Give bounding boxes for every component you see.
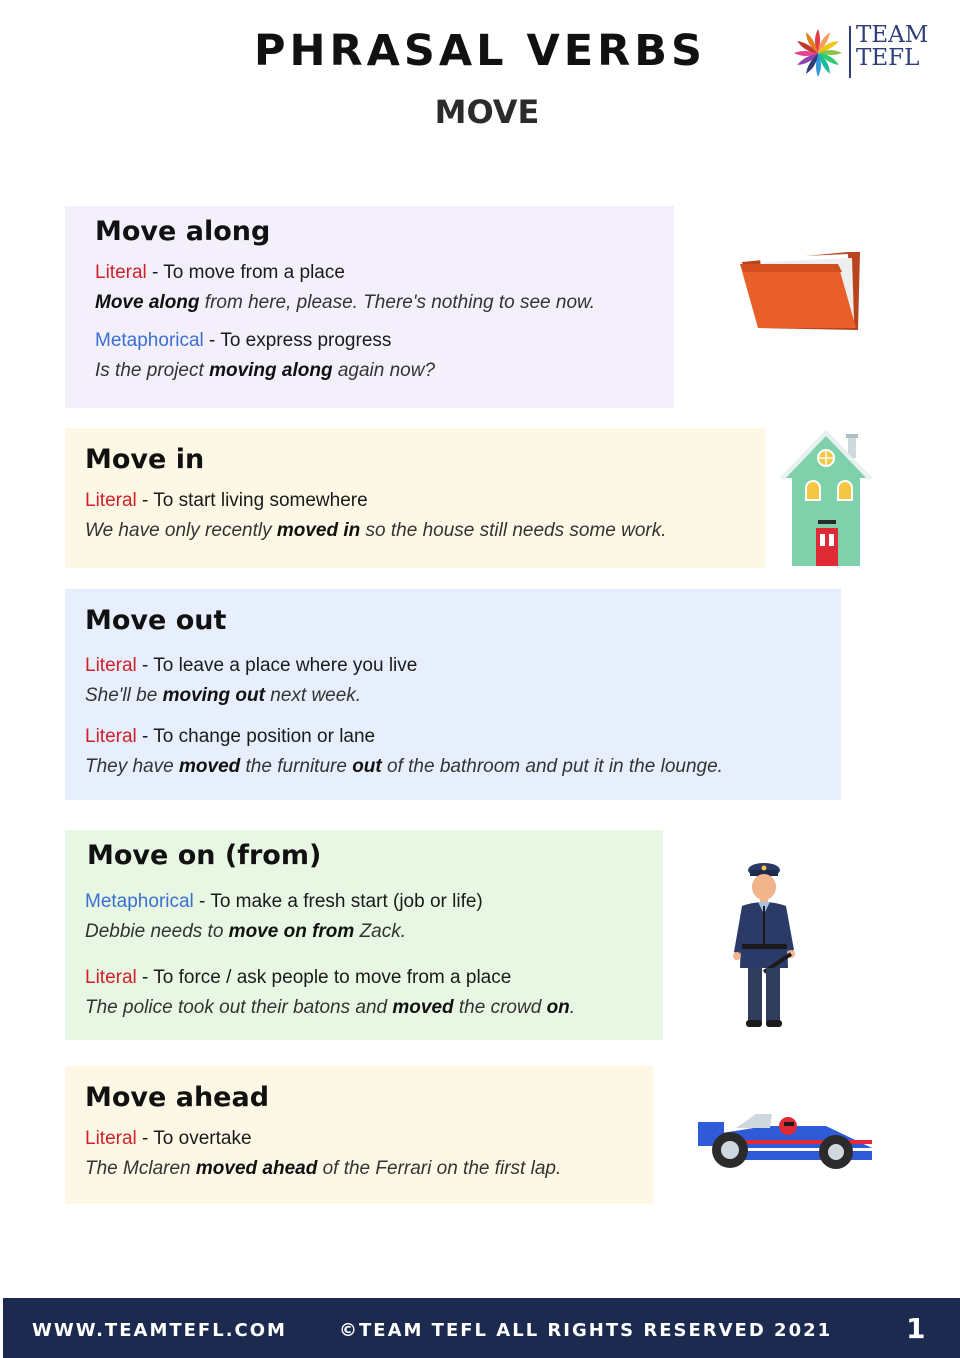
sense-type: Metaphorical bbox=[85, 891, 194, 912]
sense-text: - To change position or lane bbox=[136, 726, 376, 747]
example-bold: Move along bbox=[95, 292, 200, 313]
logo-line-1: TEAM bbox=[856, 22, 929, 48]
example-pre: She'll be bbox=[85, 685, 163, 706]
sense-definition bbox=[85, 655, 417, 677]
sense-definition bbox=[85, 726, 375, 748]
card-heading: Move ahead bbox=[85, 1082, 270, 1113]
example-pre: The police took out their batons and bbox=[85, 997, 393, 1018]
sense-type: Literal bbox=[85, 726, 137, 747]
sense-example bbox=[95, 292, 595, 314]
example-bold: moved in bbox=[276, 520, 361, 541]
police-officer-icon bbox=[730, 860, 800, 1030]
card-heading: Move along bbox=[95, 216, 271, 247]
sense-example bbox=[85, 921, 406, 943]
logo-divider bbox=[849, 26, 851, 78]
example-post: . bbox=[569, 997, 576, 1018]
card-heading: Move in bbox=[85, 444, 205, 475]
sense-definition bbox=[85, 891, 483, 913]
flower-logo-icon bbox=[792, 26, 844, 80]
page-number: 1 bbox=[906, 1312, 928, 1345]
page-subtitle: MOVE bbox=[434, 93, 540, 131]
sense-type: Literal bbox=[85, 1128, 137, 1149]
example-mid: the crowd bbox=[453, 997, 547, 1018]
sense-example bbox=[85, 685, 361, 707]
example-pre: We have only recently bbox=[85, 520, 277, 541]
sense-text: - To make a fresh start (job or life) bbox=[193, 891, 483, 912]
example-post: again now? bbox=[332, 360, 436, 381]
example-post: Zack. bbox=[354, 921, 407, 942]
footer-bar bbox=[3, 1298, 960, 1358]
house-icon bbox=[778, 428, 874, 568]
sense-definition bbox=[95, 330, 391, 352]
sense-text: - To start living somewhere bbox=[136, 490, 368, 511]
sense-text: - To overtake bbox=[136, 1128, 252, 1149]
sense-definition bbox=[85, 490, 368, 512]
example-post: next week. bbox=[264, 685, 362, 706]
sense-text: - To leave a place where you live bbox=[136, 655, 418, 676]
sense-example bbox=[85, 1158, 561, 1180]
sense-type: Metaphorical bbox=[95, 330, 204, 351]
example-pre: The Mclaren bbox=[85, 1158, 196, 1179]
example-pre: Is the project bbox=[95, 360, 210, 381]
example-pre: They have bbox=[85, 756, 179, 777]
example-post: of the bathroom and put it in the lounge. bbox=[381, 756, 723, 777]
example-bold-2: out bbox=[352, 756, 382, 777]
footer-copyright: ©TEAM TEFL ALL RIGHTS RESERVED 2021 bbox=[339, 1320, 833, 1341]
logo-line-2: TEFL bbox=[856, 45, 920, 71]
logo-text bbox=[856, 24, 928, 70]
sense-definition bbox=[85, 967, 511, 989]
page-title: PHRASAL VERBS bbox=[253, 26, 707, 76]
example-bold: moving along bbox=[209, 360, 333, 381]
example-bold: move on from bbox=[228, 921, 355, 942]
sense-definition bbox=[95, 262, 345, 284]
card-move-on-from bbox=[65, 830, 663, 1040]
sense-type: Literal bbox=[85, 490, 137, 511]
sense-text: - To express progress bbox=[203, 330, 392, 351]
sense-type: Literal bbox=[95, 262, 147, 283]
sense-definition bbox=[85, 1128, 252, 1150]
card-heading: Move on (from) bbox=[87, 840, 322, 871]
sense-example bbox=[85, 997, 575, 1019]
card-move-along bbox=[65, 206, 674, 408]
card-move-out bbox=[65, 589, 841, 800]
team-tefl-logo bbox=[792, 24, 942, 82]
sense-text: - To move from a place bbox=[146, 262, 345, 283]
example-mid: the furniture bbox=[240, 756, 353, 777]
sense-type: Literal bbox=[85, 655, 137, 676]
card-move-ahead bbox=[65, 1066, 653, 1204]
example-post: so the house still needs some work. bbox=[360, 520, 667, 541]
example-bold: moved bbox=[179, 756, 241, 777]
example-pre: Debbie needs to bbox=[85, 921, 229, 942]
example-post: from here, please. There's nothing to see now. bbox=[199, 292, 595, 313]
card-move-in bbox=[65, 428, 765, 568]
footer-website[interactable]: WWW.TEAMTEFL.COM bbox=[32, 1320, 287, 1341]
example-post: of the Ferrari on the first lap. bbox=[317, 1158, 562, 1179]
example-bold: moved bbox=[392, 997, 454, 1018]
folder-icon bbox=[738, 250, 864, 332]
example-bold: moving out bbox=[162, 685, 265, 706]
card-heading: Move out bbox=[85, 605, 227, 636]
sense-example bbox=[85, 520, 667, 542]
race-car-icon bbox=[696, 1108, 880, 1172]
sense-text: - To force / ask people to move from a place bbox=[136, 967, 512, 988]
sense-example bbox=[95, 360, 435, 382]
example-bold: moved ahead bbox=[195, 1158, 318, 1179]
sense-example bbox=[85, 756, 723, 778]
example-bold-2: on bbox=[546, 997, 570, 1018]
sense-type: Literal bbox=[85, 967, 137, 988]
